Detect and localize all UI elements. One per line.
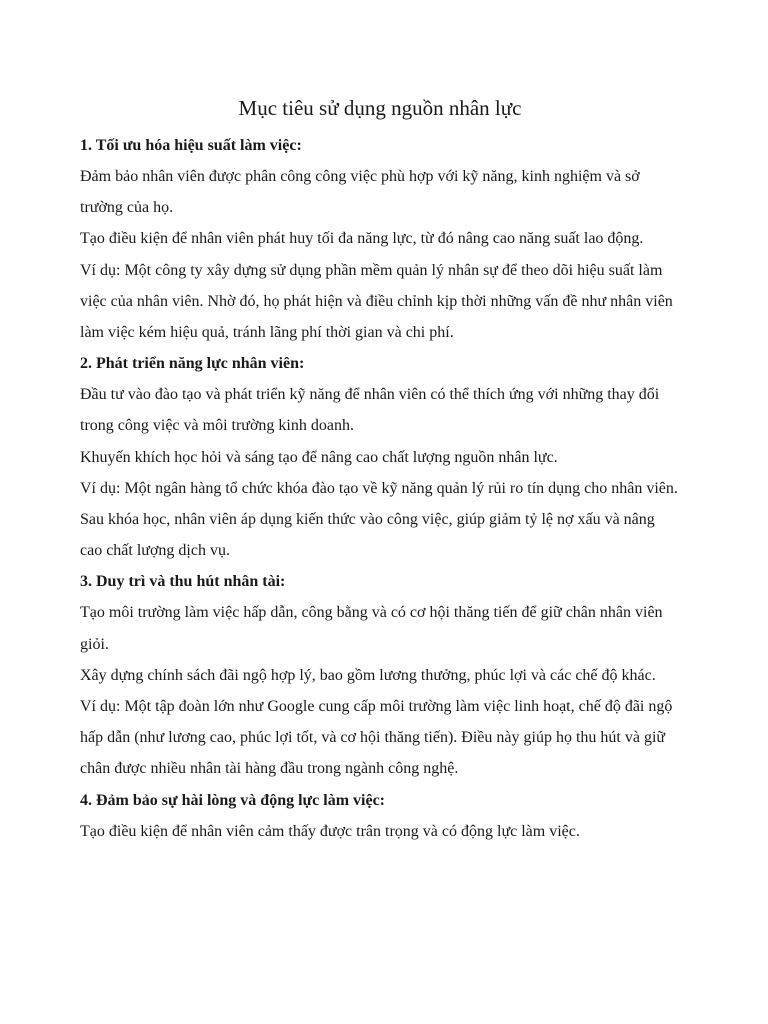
paragraph: Xây dựng chính sách đãi ngộ hợp lý, bao gồm lương thưởng, phúc lợi và các chế độ khác. [80, 666, 656, 684]
paragraph: Tạo môi trường làm việc hấp dẫn, công bằng và có cơ hội thăng tiến để giữ chân nhân viên giỏi. [80, 604, 663, 653]
paragraph: Khuyến khích học hỏi và sáng tạo để nâng cao chất lượng nguồn nhân lực. [80, 448, 558, 466]
section-1 [80, 130, 680, 348]
example-paragraph: Ví dụ: Một ngân hàng tổ chức khóa đào tạo về kỹ năng quản lý rủi ro tín dụng cho nhân viên. Sau khóa học, nhân viên áp dụng kiến thức vào công việc, giúp giảm tỷ lệ nợ xấu và nâng cao chất lượng dịch vụ. [80, 479, 678, 560]
example-paragraph: Ví dụ: Một công ty xây dựng sử dụng phần mềm quản lý nhân sự để theo dõi hiệu suất làm việc của nhân viên. Nhờ đó, họ phát hiện và điều chỉnh kịp thời những vấn đề như nhân viên làm việc kém hiệu quả, tránh lãng phí thời gian và chi phí. [80, 261, 673, 342]
section-heading: 1. Tối ưu hóa hiệu suất làm việc: [80, 137, 302, 154]
example-paragraph: Ví dụ: Một tập đoàn lớn như Google cung cấp môi trường làm việc linh hoạt, chế độ đãi ngộ hấp dẫn (như lương cao, phúc lợi tốt, và cơ hội thăng tiến). Điều này giúp họ thu hút và giữ chân được nhiều nhân tài hàng đầu trong ngành công nghệ. [80, 698, 673, 778]
page-title: Mục tiêu sử dụng nguồn nhân lực [238, 96, 522, 120]
section-4 [80, 785, 680, 847]
paragraph: Tạo điều kiện để nhân viên cảm thấy được trân trọng và có động lực làm việc. [80, 822, 580, 840]
section-3 [80, 566, 680, 784]
section-2 [80, 348, 680, 566]
section-heading: 2. Phát triển năng lực nhân viên: [80, 355, 305, 373]
paragraph: Đầu tư vào đào tạo và phát triển kỹ năng để nhân viên có thể thích ứng với những thay đổi trong công việc và môi trường kinh doanh. [80, 386, 660, 435]
paragraph: Tạo điều kiện để nhân viên phát huy tối đa năng lực, từ đó nâng cao năng suất lao động. [80, 230, 644, 248]
section-heading: 3. Duy trì và thu hút nhân tài: [80, 573, 286, 591]
document-page [80, 92, 680, 847]
paragraph: Đảm bảo nhân viên được phân công công việc phù hợp với kỹ năng, kinh nghiệm và sở trường của họ. [80, 168, 640, 217]
section-heading: 4. Đảm bảo sự hài lòng và động lực làm việc: [80, 791, 385, 809]
